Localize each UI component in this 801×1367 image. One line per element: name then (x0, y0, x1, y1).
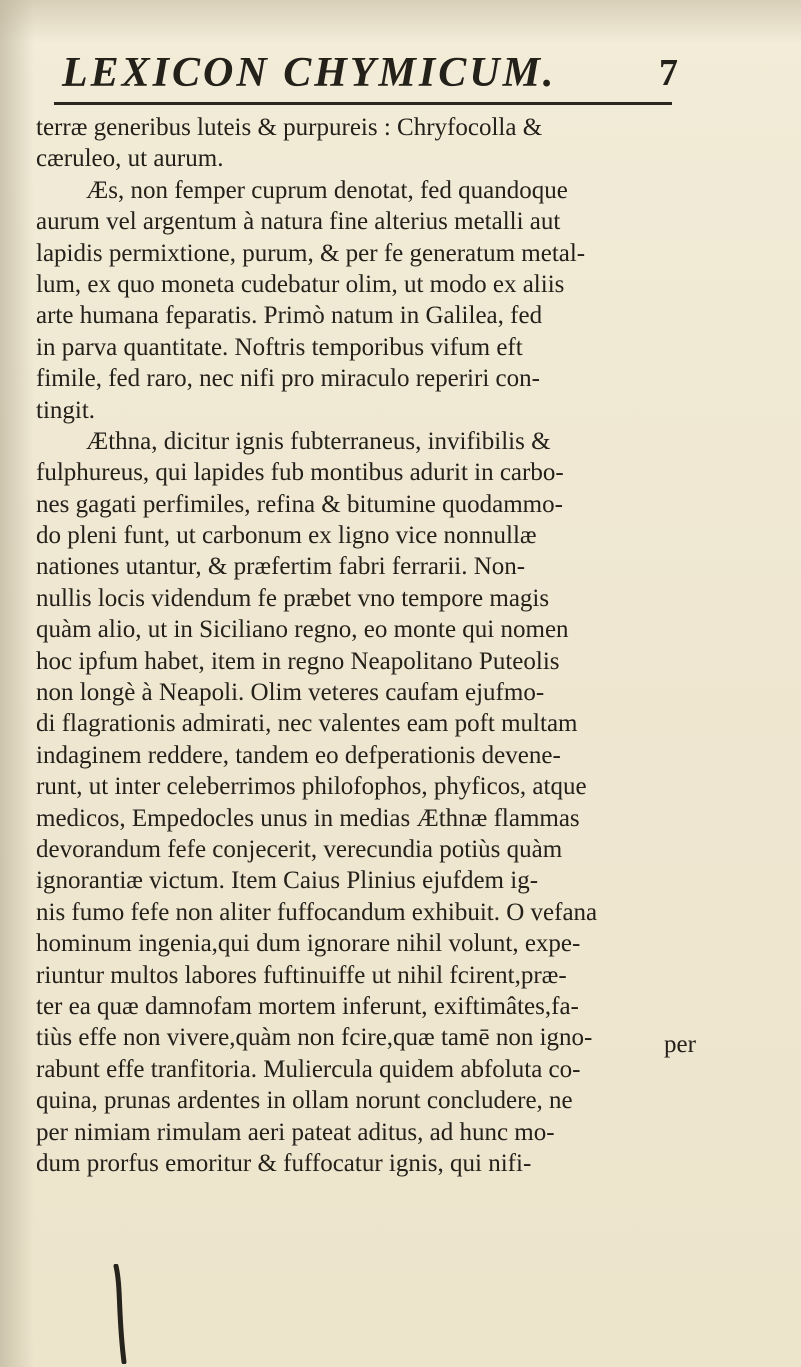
catchword: per (664, 1031, 696, 1058)
text-line: di flagrationis admirati, nec valentes eam poft multam (36, 710, 578, 738)
text-line: in parva quantitate. Noftris temporibus vifum eft (36, 333, 523, 361)
text-line: ter ea quæ damnofam mortem inferunt, exiftimâtes,fa- (36, 992, 579, 1020)
text-line: riuntur multos labores fuftinuiffe ut nihil fcirent,præ- (36, 961, 567, 989)
text-line: nes gagati perfimiles, refina & bitumine quodammo- (36, 490, 563, 518)
text-line: do pleni funt, ut carbonum ex ligno vice nonnullæ (36, 522, 537, 550)
text-line: nis fumo fefe non aliter fuffocandum exhibuit. O vefana (36, 898, 598, 926)
text-line: nationes utantur, & præfertim fabri ferrarii. Non- (36, 553, 526, 581)
text-line: lapidis permixtione, purum, & per fe generatum metal- (36, 239, 586, 267)
page-number: 7 (659, 52, 678, 94)
entry-first-line: Æs, non femper cuprum denotat, fed quandoque (86, 176, 568, 204)
text-line: tiùs effe non vivere,quàm non fcire,quæ tamē non igno- (36, 1024, 593, 1052)
text-line: per nimiam rimulam aeri pateat aditus, ad hunc mo- (36, 1118, 555, 1146)
page-gutter-shadow (0, 0, 34, 1367)
text-line: aurum vel argentum à natura fine alterius metalli aut (36, 208, 561, 236)
text-line: quàm alio, ut in Siciliano regno, eo monte qui nomen (36, 616, 569, 644)
body-text (36, 112, 716, 1179)
text-line: lum, ex quo moneta cudebatur olim, ut modo ex aliis (36, 270, 565, 298)
text-line: tingit. (36, 396, 96, 424)
text-line: arte humana feparatis. Primò natum in Galilea, fed (36, 302, 543, 330)
text-line: non longè à Neapoli. Olim veteres caufam ejufmo- (36, 679, 545, 707)
page-top-shadow (0, 0, 801, 42)
text-line: rabunt effe tranfitoria. Muliercula quidem abfoluta co- (36, 1055, 581, 1083)
text-line: runt, ut inter celeberrimos philofophos, phyficos, atque (36, 773, 587, 801)
text-line: cæruleo, ut aurum. (36, 145, 224, 173)
header-rule (54, 102, 672, 105)
text-line: terræ generibus luteis & purpureis : Chryfocolla & (36, 114, 543, 141)
text-line: indaginem reddere, tandem eo defperationis devene- (36, 741, 561, 769)
text-line: ignorantiæ victum. Item Caius Plinius ejufdem ig- (36, 867, 539, 895)
text-line: dum prorfus emoritur & fuffocatur ignis, qui nifi- (36, 1149, 532, 1177)
margin-stroke-mark (112, 1264, 130, 1364)
text-line: medicos, Empedocles unus in medias Æthnæ flammas (36, 804, 580, 832)
text-line: hominum ingenia,qui dum ignorare nihil volunt, expe- (36, 930, 581, 958)
text-line: devorandum fefe conjecerit, verecundia potiùs quàm (36, 835, 563, 863)
text-line: quina, prunas ardentes in ollam norunt concludere, ne (36, 1087, 573, 1115)
text-line: fimile, fed raro, nec nifi pro miraculo reperiri con- (36, 365, 540, 393)
text-line: fulphureus, qui lapides fub montibus adurit in carbo- (36, 459, 564, 487)
entry-first-line: Æthna, dicitur ignis fubterraneus, invifibilis & (86, 427, 551, 455)
running-head: LEXICON CHYMICUM. (62, 50, 557, 96)
text-line: nullis locis videndum fe præbet vno tempore magis (36, 584, 550, 612)
text-line: hoc ipfum habet, item in regno Neapolitano Puteolis (36, 647, 560, 675)
